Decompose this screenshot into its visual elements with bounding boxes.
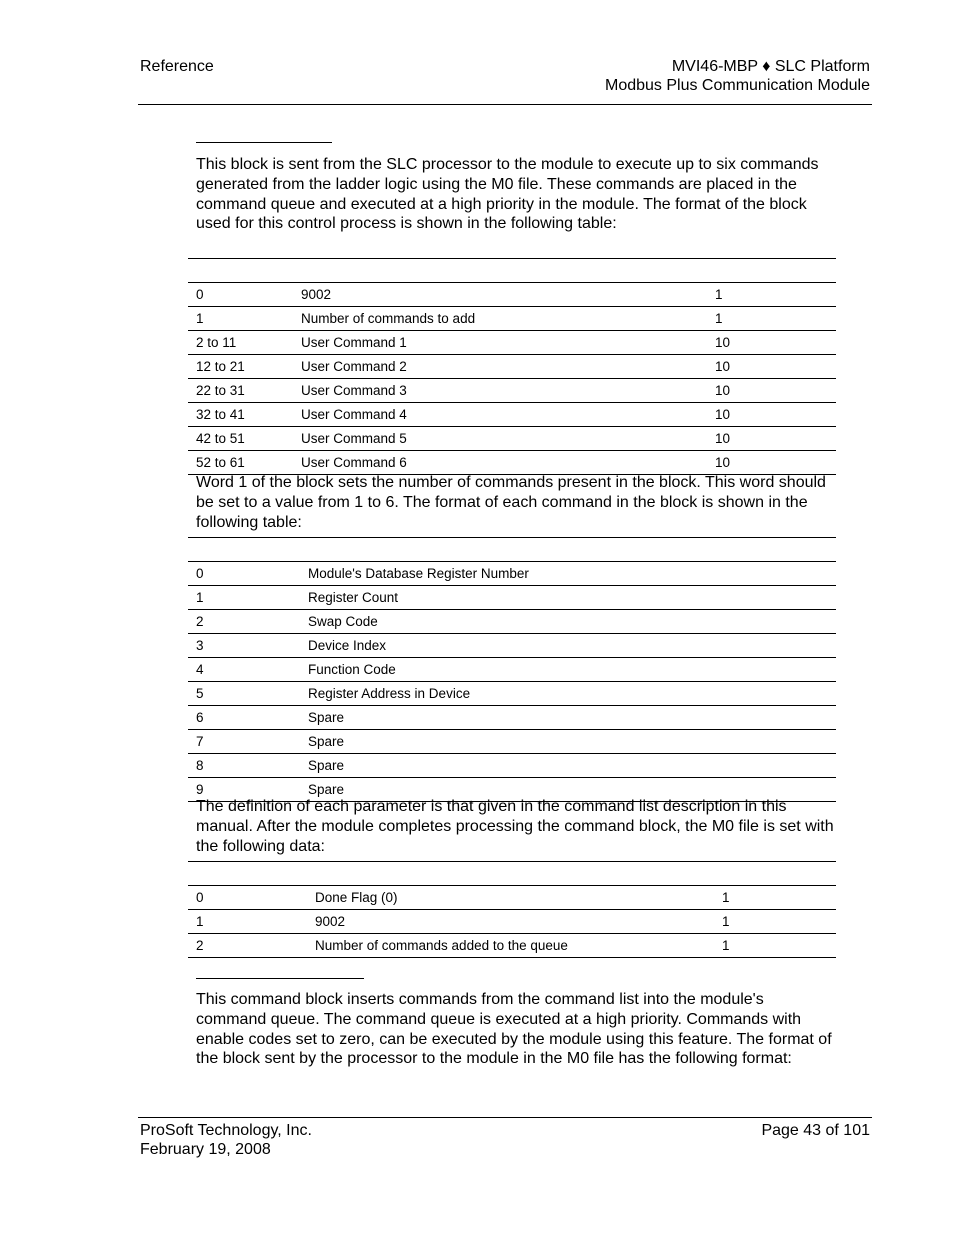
table-row: 2 Number of commands added to the queue 1 (188, 934, 836, 958)
table-row: 1 9002 1 (188, 910, 836, 934)
footer-company: ProSoft Technology, Inc. (140, 1122, 312, 1139)
table-row: 32 to 41 User Command 4 10 (188, 403, 836, 427)
header-module-name: Modbus Plus Communication Module (604, 77, 870, 94)
command-block-table (188, 258, 836, 475)
table-row: 7 Spare (188, 730, 836, 754)
table-row: 0 9002 1 (188, 283, 836, 307)
paragraph-intro: This block is sent from the SLC processor to the module to execute up to six commands generated from the ladder logic using the M0 file. These commands are placed in the command queue and executed at a high priority in the module. The format of the block used for this control process is shown in the following table: (196, 156, 819, 233)
footer-date: February 19, 2008 (140, 1141, 271, 1158)
table-row: 1 Number of commands to add 1 (188, 307, 836, 331)
table-row: 52 to 61 User Command 6 10 (188, 451, 836, 475)
header-product-line: MVI46-MBP ♦ SLC Platform (671, 58, 870, 75)
header-section-title: Reference (140, 58, 214, 75)
table-header-row (188, 537, 836, 562)
section-heading-underline-1 (196, 142, 332, 143)
table-row: 8 Spare (188, 754, 836, 778)
table-row: 42 to 51 User Command 5 10 (188, 427, 836, 451)
table-header-row (188, 258, 836, 283)
paragraph-definition: The definition of each parameter is that given in the command list description in this manual. After the module completes processing the command block, the M0 file is set with the following data: (196, 798, 834, 855)
table-row: 12 to 21 User Command 2 10 (188, 355, 836, 379)
header-rule (138, 104, 872, 105)
table-row: 22 to 31 User Command 3 10 (188, 379, 836, 403)
table-row: 2 to 11 User Command 1 10 (188, 331, 836, 355)
table-row: 1 Register Count (188, 586, 836, 610)
paragraph-insert-commands: This command block inserts commands from the command list into the module's command queue. The command queue is executed at a high priority. Commands with enable codes set to zero, can be executed by the module using this feature. The format of the block sent by the processor to the module in the M0 file has the following format: (196, 991, 832, 1068)
table-body (188, 283, 836, 475)
table-row: 3 Device Index (188, 634, 836, 658)
command-format-table (188, 537, 836, 802)
table-row: 0 Done Flag (0) 1 (188, 886, 836, 910)
footer-page-number: Page 43 of 101 (761, 1122, 870, 1139)
section-heading-underline-2 (196, 978, 364, 979)
table-row: 4 Function Code (188, 658, 836, 682)
m0-response-table (188, 861, 836, 958)
table-row: 6 Spare (188, 706, 836, 730)
table-row: 5 Register Address in Device (188, 682, 836, 706)
table-row: 2 Swap Code (188, 610, 836, 634)
paragraph-word1: Word 1 of the block sets the number of commands present in the block. This word should be set to a value from 1 to 6. The format of each command in the block is shown in the following table: (196, 474, 826, 531)
table-header-row (188, 861, 836, 886)
footer-rule (138, 1117, 872, 1118)
table-row: 0 Module's Database Register Number (188, 562, 836, 586)
table-row: 9 Spare (188, 778, 836, 802)
